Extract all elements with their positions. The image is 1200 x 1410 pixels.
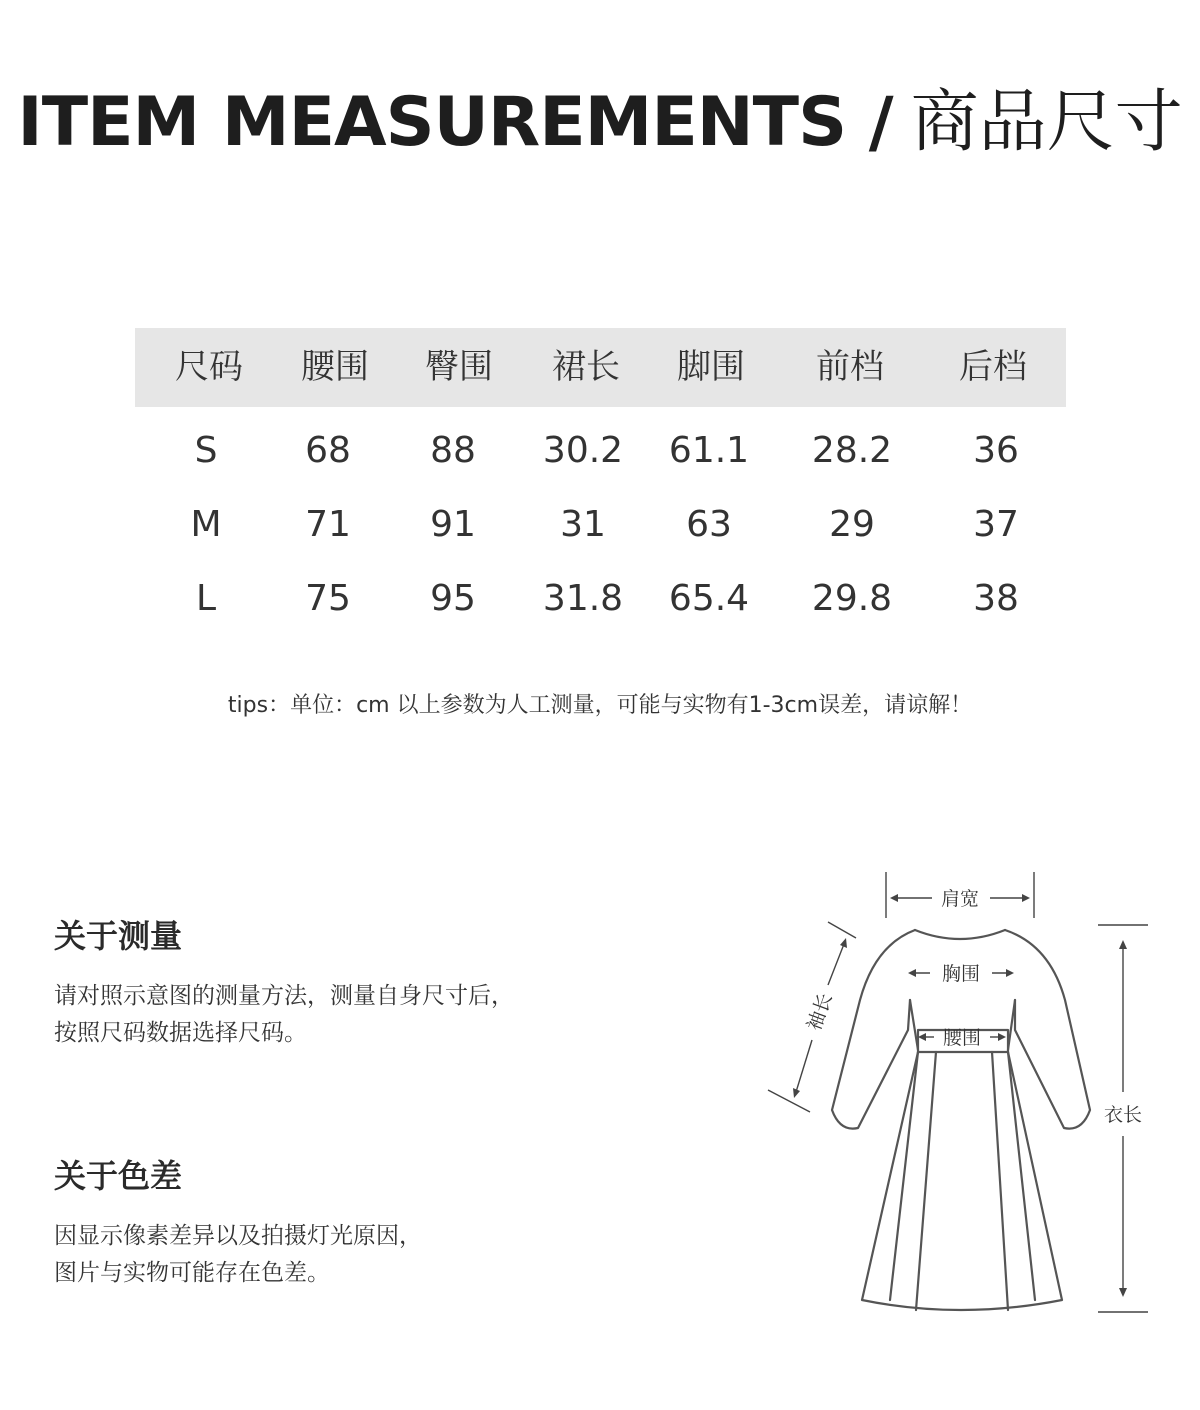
table-cell: 29.8 <box>811 578 893 619</box>
chest-label: 胸围 <box>941 963 981 985</box>
size-table <box>135 328 1066 619</box>
table-cell: M <box>190 504 222 545</box>
table-cell: 63 <box>686 504 732 545</box>
sleeve-label: 袖长 <box>803 990 837 1034</box>
table-header <box>135 328 1066 407</box>
header-waist: 腰围 <box>301 347 369 387</box>
length-label: 衣长 <box>1103 1104 1143 1126</box>
table-cell: 91 <box>430 504 476 545</box>
tips-note: tips：单位：cm 以上参数为人工测量，可能与实物有1-3cm误差，请谅解！ <box>227 693 973 718</box>
table-cell: 36 <box>973 430 1019 471</box>
header-hip: 臀围 <box>425 347 493 387</box>
table-cell: 61.1 <box>668 430 750 471</box>
color-section-title: 关于色差 <box>54 1157 183 1195</box>
table-cell: 88 <box>430 430 476 471</box>
title-english: ITEM MEASUREMENTS / <box>17 83 893 162</box>
table-row <box>135 488 1066 562</box>
measure-line: 请对照示意图的测量方法，测量自身尺寸后， <box>54 983 514 1009</box>
shoulder-label: 肩宽 <box>940 888 980 910</box>
header-size: 尺码 <box>175 347 243 387</box>
measure-section-title: 关于测量 <box>54 917 183 955</box>
table-cell: 38 <box>973 578 1019 619</box>
header-hem: 脚围 <box>677 347 745 387</box>
measure-section-text <box>54 978 514 1052</box>
color-section-text <box>54 1218 422 1292</box>
header-skirt-length: 裙长 <box>552 347 620 387</box>
table-cell: 68 <box>305 430 351 471</box>
table-cell: 71 <box>305 504 351 545</box>
table-cell: S <box>194 430 218 471</box>
header-front-rise: 前档 <box>816 347 884 387</box>
table-cell: 65.4 <box>668 578 750 619</box>
measure-line: 按照尺码数据选择尺码。 <box>54 1020 307 1046</box>
table-cell: 30.2 <box>542 430 624 471</box>
table-row <box>135 414 1066 488</box>
page-title <box>0 78 1200 168</box>
color-line: 图片与实物可能存在色差。 <box>54 1260 330 1286</box>
table-cell: 37 <box>973 504 1019 545</box>
table-cell: 29 <box>829 504 875 545</box>
waist-label: 腰围 <box>942 1027 982 1049</box>
header-back-rise: 后档 <box>959 347 1027 387</box>
title-chinese: 商品尺寸 <box>910 83 1183 162</box>
table-cell: 28.2 <box>811 430 893 471</box>
color-line: 因显示像素差异以及拍摄灯光原因， <box>54 1223 422 1249</box>
table-row <box>135 562 1066 636</box>
dress-outline-icon <box>760 860 1180 1330</box>
table-cell: 31 <box>560 504 606 545</box>
table-cell: 31.8 <box>542 578 624 619</box>
table-cell: L <box>195 578 217 619</box>
table-cell: 75 <box>305 578 351 619</box>
dress-measurement-diagram <box>760 860 1180 1330</box>
table-cell: 95 <box>430 578 476 619</box>
